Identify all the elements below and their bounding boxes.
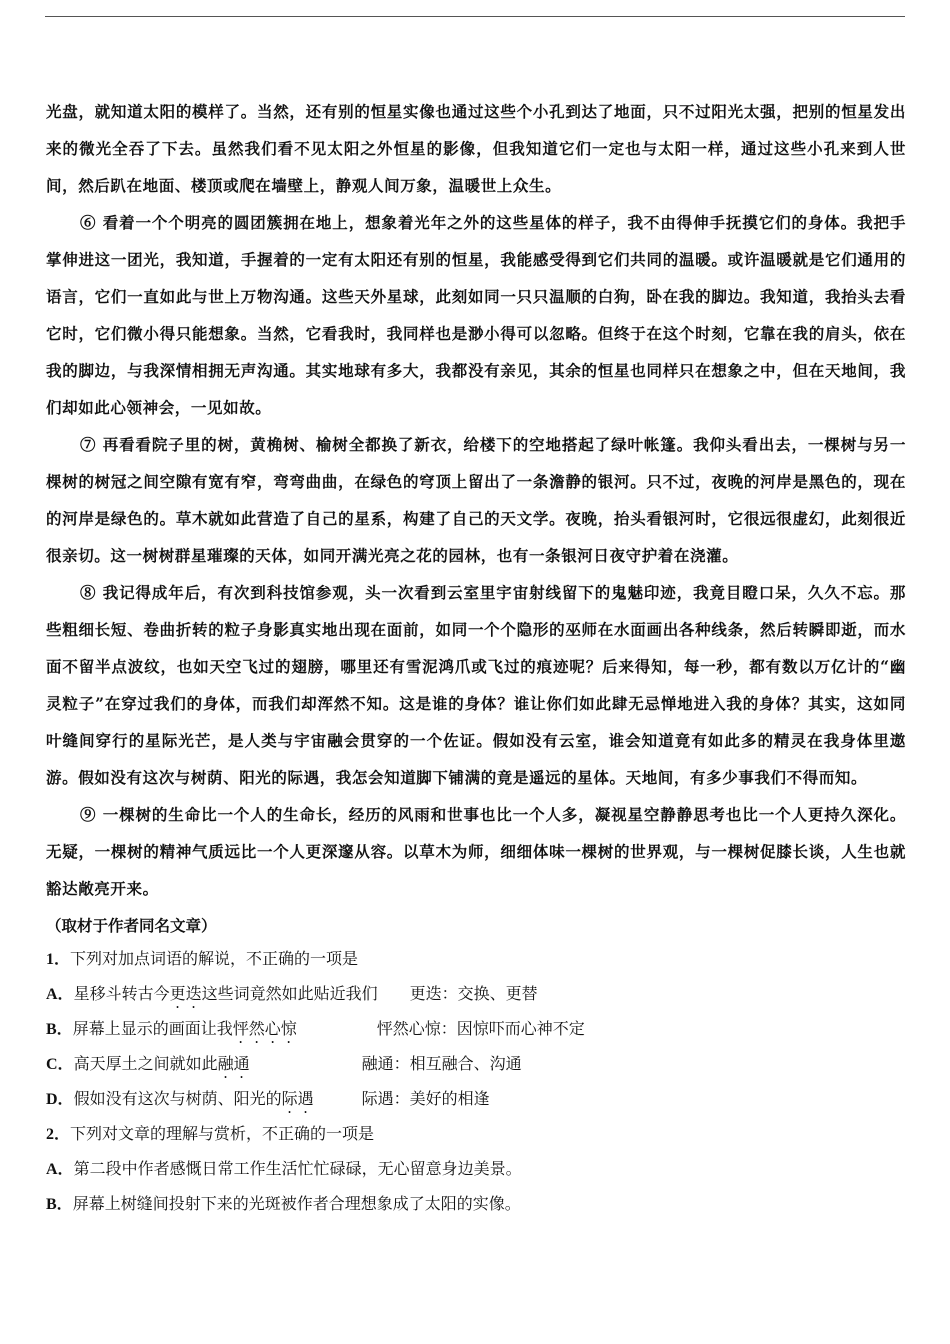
question-1-option-a bbox=[46, 977, 906, 1012]
question-text: 下列对加点词语的解说，不正确的一项是 bbox=[70, 951, 359, 968]
option-text-pre: 假如没有这次与树荫、阳光的 bbox=[73, 1091, 282, 1108]
option-note: 更迭：交换、更替 bbox=[409, 986, 538, 1003]
paragraph-9: ⑨ 一棵树的生命比一个人的生命长，经历的风雨和世事也比一个人多，凝视星空静静思考也比一个人更持久深化。无疑，一棵树的精神气质远比一个人更深邃从容。以草木为师，细细体味一棵树的世界观，与一棵树促膝长谈，人生也就豁达敞亮开来。 bbox=[46, 805, 906, 898]
option-letter: A． bbox=[46, 986, 74, 1003]
question-1-option-b bbox=[46, 1012, 906, 1047]
option-letter: D． bbox=[46, 1091, 74, 1108]
option-text-post: 这些词竟然如此贴近我们 bbox=[201, 986, 378, 1003]
option-text-pre: 高天厚土之间就如此 bbox=[73, 1056, 218, 1073]
question-2-title bbox=[46, 1117, 906, 1152]
option-letter: B． bbox=[46, 1021, 73, 1038]
option-text: 第二段中作者感慨日常工作生活忙忙碌碌，无心留意身边美景。 bbox=[73, 1161, 522, 1178]
article-body bbox=[46, 93, 906, 907]
question-1-option-d bbox=[46, 1082, 906, 1117]
emphasized-word: 更迭 bbox=[169, 986, 202, 1003]
paragraph-8: ⑧ 我记得成年后，有次到科技馆参观，头一次看到云室里宇宙射线留下的鬼魅印迹，我竟目瞪口呆，久久不忘。那些粗细长短、卷曲折转的粒子身影真实地出现在面前，如同一个个隐形的巫师在水面画出各种线条，然后转瞬即逝，而水面不留半点波纹，也如天空飞过的翅膀，哪里还有雪泥鸿爪或飞过的痕迹呢？后来得知，每一秒，都有数以万亿计的“幽灵粒子”在穿过我们的身体，而我们却浑然不知。这是谁的身体？谁让你们如此肆无忌惮地进入我的身体？其实，这如同叶缝间穿行的星际光芒，是人类与宇宙融会贯穿的一个佐证。假如没有云室，谁会知道竟有如此多的精灵在我身体里遨游。假如没有这次与树荫、阳光的际遇，我怎会知道脚下铺满的竟是遥远的星体。天地间，有多少事我们不得而知。 bbox=[46, 583, 906, 787]
question-1-option-c bbox=[46, 1047, 906, 1082]
question-number: 1． bbox=[46, 951, 71, 968]
option-text-pre: 星移斗转古今 bbox=[73, 986, 170, 1003]
source-note: （取材于作者同名文章） bbox=[46, 916, 217, 935]
option-letter: A． bbox=[46, 1161, 74, 1178]
document-page bbox=[46, 93, 906, 1222]
emphasized-word: 融通 bbox=[217, 1056, 250, 1073]
paragraph-7: ⑦ 再看看院子里的树，黄桷树、榆树全都换了新衣，给楼下的空地搭起了绿叶帐篷。我仰头看出去，一棵树与另一棵树的树冠之间空隙有宽有窄，弯弯曲曲，在绿色的穹顶上留出了一条澹静的银河。只不过，夜晚的河岸是黑色的，现在的河岸是绿色的。草木就如此营造了自己的星系，构建了自己的天文学。夜晚，抬头看银河时，它很远很虚幻，此刻很近很亲切。这一树树群星璀璨的天体，如同开满光亮之花的园林，也有一条银河日夜守护着在浇灌。 bbox=[46, 435, 906, 565]
option-letter: C． bbox=[46, 1056, 74, 1073]
option-text: 屏幕上树缝间投射下来的光斑被作者合理想象成了太阳的实像。 bbox=[72, 1196, 521, 1213]
question-text: 下列对文章的理解与赏析，不正确的一项是 bbox=[70, 1126, 375, 1143]
option-note: 际遇：美好的相逢 bbox=[361, 1091, 490, 1108]
option-letter: B． bbox=[46, 1196, 73, 1213]
emphasized-word: 际遇 bbox=[281, 1091, 314, 1108]
question-2-option-a bbox=[46, 1152, 906, 1187]
question-number: 2． bbox=[46, 1126, 71, 1143]
option-note: 融通：相互融合、沟通 bbox=[361, 1056, 522, 1073]
question-2-option-b bbox=[46, 1187, 906, 1222]
emphasized-word: 怦然心惊 bbox=[232, 1021, 297, 1038]
option-text-pre: 屏幕上显示的画面让我 bbox=[72, 1021, 233, 1038]
paragraph-6: ⑥ 看着一个个明亮的圆团簇拥在地上，想象着光年之外的这些星体的样子，我不由得伸手抚摸它们的身体。我把手掌伸进这一团光，我知道，手握着的一定有太阳还有别的恒星，我能感受得到它们共同的温暖。或许温暖就是它们通用的语言，它们一直如此与世上万物沟通。这些天外星球，此刻如同一只只温顺的白狗，卧在我的脚边。我知道，我抬头去看它时，它们微小得只能想象。当然，它看我时，我同样也是渺小得可以忽略。但终于在这个时刻，它靠在我的肩头，依在我的脚边，与我深情相拥无声沟通。其实地球有多大，我都没有亲见，其余的恒星也同样只在想象之中，但在天地间，我们却如此心领神会，一见如故。 bbox=[46, 213, 906, 417]
option-note: 怦然心惊：因惊吓而心神不定 bbox=[376, 1021, 585, 1038]
header-rule bbox=[45, 16, 905, 17]
question-1-title bbox=[46, 942, 906, 977]
paragraph-continued: 光盘，就知道太阳的模样了。当然，还有别的恒星实像也通过这些个小孔到达了地面，只不过阳光太强，把别的恒星发出来的微光全吞了下去。虽然我们看不见太阳之外恒星的影像，但我知道它们一定也与太阳一样，通过这些小孔来到人世间，然后趴在地面、楼顶或爬在墙壁上，静观人间万象，温暖世上众生。 bbox=[46, 102, 906, 195]
